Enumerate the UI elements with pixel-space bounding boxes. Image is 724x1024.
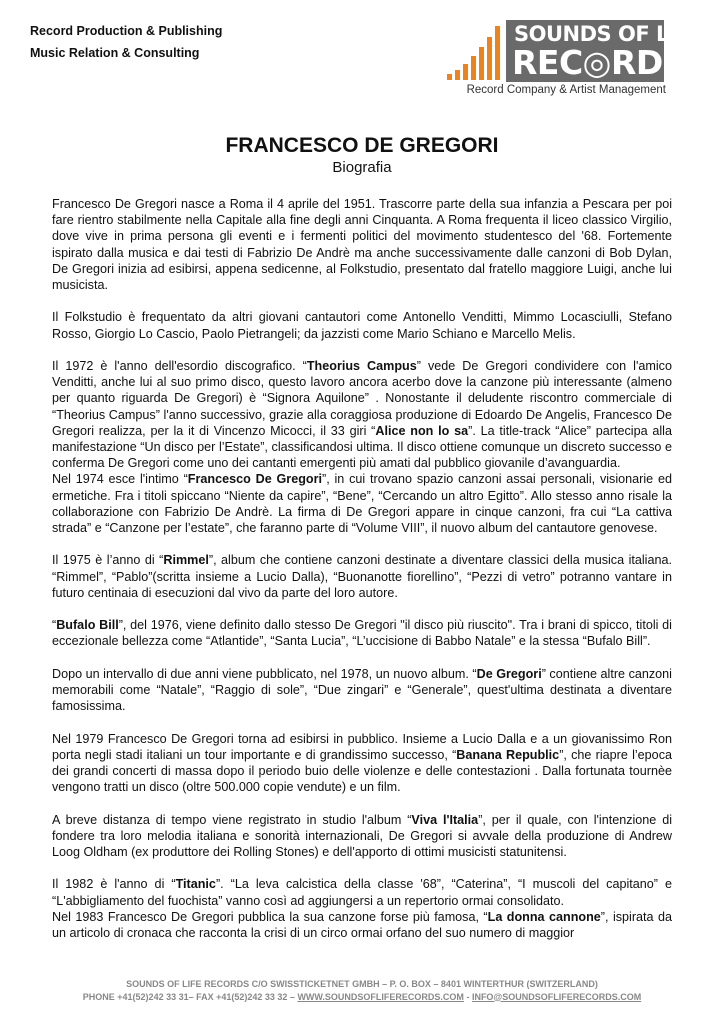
footer-phone-fax: PHONE +41(52)242 33 31– FAX +41(52)242 33 32 – bbox=[82, 991, 298, 1002]
album-title: De Gregori bbox=[476, 666, 542, 681]
footer-contacts bbox=[0, 991, 724, 1004]
biography-paragraph bbox=[52, 909, 672, 941]
biography-paragraph bbox=[52, 666, 672, 715]
text-run: ”, del 1976, viene definito dallo stesso De Gregori "il disco più riuscito". Tra i brani di spicco, titoli di eccezionale bellezza come “Atlantide”, “Santa Lucia”, “L’uccisione di Babbo Natale” e la stessa “Bufalo Bill”. bbox=[52, 618, 672, 649]
text-run: Nel 1983 Francesco De Gregori pubblica la sua canzone forse più famosa, “ bbox=[52, 909, 488, 924]
text-run: Il 1975 è l’anno di “ bbox=[52, 553, 164, 568]
text-run: Francesco De Gregori nasce a Roma il 4 aprile del 1951. Trascorre parte della sua infanzia a Pescara per poi fare rientro stabilmente nella Capitale alla fine degli anni Cinquanta. A Roma frequenta il liceo classico Virgilio, dove vive in prima persona gli eventi e i fermenti politici del movimento studentesco del '68. Fortemente ispirato dalla musica e dai testi di Fabrizio De Andrè ma anche successivamente dalle canzoni di Bob Dylan, De Gregori inizia ad esibirsi, appena sedicenne, al Folkstudio, presentato dal fratello maggiore Luigi, anche lui musicista. bbox=[52, 197, 672, 293]
text-run: Il 1972 è l'anno dell'esordio discografico. “ bbox=[52, 359, 307, 373]
website-link[interactable]: WWW.SOUNDSOFLIFERECORDS.COM bbox=[297, 991, 464, 1002]
equalizer-bars-icon bbox=[444, 18, 510, 82]
biography-paragraph bbox=[52, 552, 672, 601]
text-run: ” vede De Gregori condividere con l'amico Venditti, anche lui al suo primo disco, questo lavoro ancora acerbo dove la canzone più interessante (almeno per quanto riguarda De Gregori) è “Signora Aquilone” . Nonostante il deludente riscontro commerciale di “Theorius Campus” l'anno successivo, grazie alla coraggiosa produzione di Edoardo De Angelis, Francesco De Gregori realizza, per la it di Vincenzo Micocci, il 33 giri “ bbox=[52, 359, 672, 438]
text-run: ”, album che contiene canzoni destinate a diventare classici della musica italiana. “Rimmel”, “Pablo”(scritta insieme a Lucio Dalla), “Buonanotte fiorellino”, “Pezzi di vetro” potranno vantare in futuro centinaia di esecuzioni dal vivo da parte del loro autore. bbox=[52, 553, 672, 600]
album-title: Viva l'Italia bbox=[411, 812, 479, 827]
services-line-2: Music Relation & Consulting bbox=[30, 46, 200, 60]
album-title: Francesco De Gregori bbox=[187, 472, 322, 487]
footer-separator: - bbox=[463, 991, 472, 1002]
album-title: Alice non lo sa bbox=[375, 423, 469, 438]
company-services bbox=[30, 20, 222, 64]
text-run: ”. “La leva calcistica della classe '68”, “Caterina”, “I muscoli del capitano” e “L'abbigliamento del fuochista” vanno così ad aggiungersi a un repertorio ormai consolidato. bbox=[52, 877, 672, 908]
text-run: ”, in cui trovano spazio canzoni assai personali, visionarie ed ermetiche. Fra i titoli spiccano “Niente da capire”, “Bene”, “Cercando un altro Egitto”. Allo stesso anno risale la collaborazione con Fabrizio De Andrè. La firma di De Gregori appare in cinque canzoni, fra cui “La cattiva strada” e “Canzone per l’estate”, che faranno parte di “Volume VIII”, il nuovo album del cantautore genovese. bbox=[52, 472, 672, 536]
document-title: FRANCESCO DE GREGORI bbox=[225, 134, 499, 157]
album-title: Banana Republic bbox=[456, 747, 560, 762]
email-link[interactable]: INFO@SOUNDSOFLIFERECORDS.COM bbox=[471, 991, 642, 1002]
sounds-of-life-logo bbox=[444, 18, 704, 100]
biography-paragraph bbox=[52, 471, 672, 536]
biography-paragraph bbox=[52, 731, 672, 796]
document-subtitle: Biografia bbox=[332, 159, 392, 176]
text-run: ”. La title-track “Alice” partecipa alla manifestazione “Un disco per l’Estate”, classificandosi ultima. Il disco ottiene comunque un discreto successo e conferma De Gregori come uno dei cantanti emergenti più amati dal pubblico giovanile d’avanguardia. bbox=[52, 423, 672, 471]
album-title: Rimmel bbox=[163, 553, 209, 568]
text-run: ”, ispirata da un articolo di cronaca che racconta la crisi di un circo ormai orfano del suo numero di maggior bbox=[52, 909, 672, 941]
biography-paragraph bbox=[52, 617, 672, 649]
biography-paragraph bbox=[52, 358, 672, 471]
text-run: Nel 1974 esce l'intimo “ bbox=[52, 472, 188, 487]
biography-paragraph bbox=[52, 812, 672, 861]
page-footer bbox=[0, 978, 724, 1003]
services-line-1: Record Production & Publishing bbox=[30, 24, 223, 38]
text-run: Dopo un intervallo di due anni viene pubblicato, nel 1978, un nuovo album. “ bbox=[52, 666, 477, 681]
album-title: Bufalo Bill bbox=[56, 618, 119, 633]
biography-paragraph bbox=[52, 309, 672, 341]
text-run: ” contiene altre canzoni memorabili come “Natale”, “Raggio di sole”, “Due zingari” e “Generale”, quest'ultima destinata a diventare famosissima. bbox=[52, 666, 672, 714]
logo-text-line-1: SOUNDS OF LIFE bbox=[514, 22, 704, 46]
biography-paragraph bbox=[52, 196, 672, 293]
text-run: Nel 1979 Francesco De Gregori torna ad esibirsi in pubblico. Insieme a Lucio Dalla e a un giovanissimo Ron porta negli stadi italiani un tour importante e di grandissimo successo, “ bbox=[52, 731, 672, 762]
footer-address: SOUNDS OF LIFE RECORDS C/O SWISSTICKETNET GMBH – P. O. BOX – 8401 WINTERTHUR (SWITZERLAND) bbox=[126, 979, 598, 989]
text-run: A breve distanza di tempo viene registrato in studio l'album “ bbox=[52, 812, 412, 827]
album-title: Theorius Campus bbox=[306, 359, 417, 373]
biography-paragraph bbox=[52, 876, 672, 908]
text-run: “ bbox=[52, 618, 57, 633]
text-run: ”, che riapre l’epoca dei grandi concerti di massa dopo il periodo buio delle violenze e delle contestazioni . Dalla fortunata tournèe vengono tratti un disco (oltre 500.000 copie vendute) e un film. bbox=[52, 747, 672, 795]
biography-body bbox=[52, 196, 672, 957]
text-run: Il 1982 è l'anno di “ bbox=[52, 877, 176, 892]
logo-text-line-2: REC◎RDS bbox=[512, 43, 687, 82]
album-title: La donna cannone bbox=[487, 909, 601, 924]
text-run: ”, per il quale, con l'intenzione di fondere tra loro melodia italiana e sonorità internazionali, De Gregori si avvale della produzione di Andrew Loog Oldham (ex produttore dei Rolling Stones) e dell'apporto di ottimi musicisti statunitensi. bbox=[52, 812, 672, 860]
text-run: Il Folkstudio è frequentato da altri giovani cantautori come Antonello Venditti, Mimmo Locasciulli, Stefano Rosso, Giorgio Lo Cascio, Paolo Pietrangeli; da jazzisti come Mario Schiano e Marcello Melis. bbox=[52, 310, 672, 341]
album-title: Titanic bbox=[175, 877, 216, 892]
logo-tagline: Record Company & Artist Management bbox=[466, 84, 666, 96]
